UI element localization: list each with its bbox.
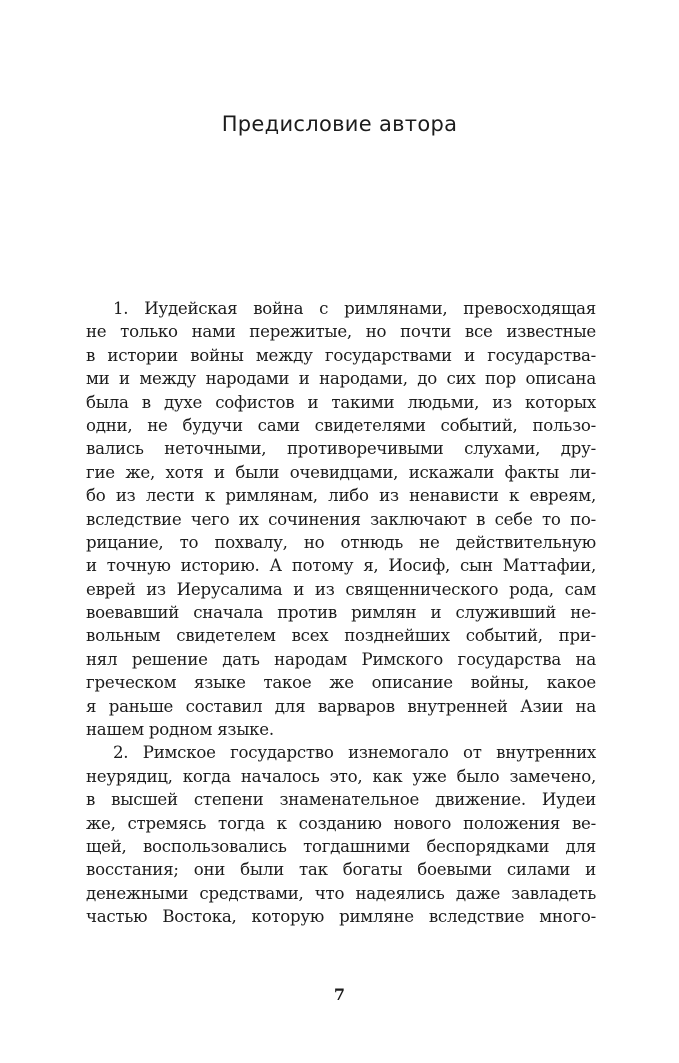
text-line: бо из лести к римлянам, либо из ненависти к евреям, — [86, 486, 596, 506]
text-line: гие же, хотя и были очевидцами, искажали факты ли- — [86, 462, 596, 482]
text-line: одни, не будучи сами свидетелями событий, пользо- — [86, 415, 596, 435]
text-line: вались неточными, противоречивыми слухами, дру- — [86, 439, 596, 459]
chapter-title: Предисловие автора — [221, 112, 458, 136]
text-line: не только нами пережитые, но почти все известные — [86, 322, 596, 342]
text-line: нял решение дать народам Римского государства на — [86, 649, 596, 669]
body-text — [86, 297, 596, 929]
text-line: в истории войны между государствами и государства- — [86, 345, 596, 365]
page-number: 7 — [333, 985, 346, 1004]
text-line: рицание, то похвалу, но отнюдь не действительную — [86, 532, 596, 552]
text-line: щей, воспользовались тогдашними беспорядками для — [86, 836, 596, 856]
paragraph-1 — [86, 297, 596, 741]
text-line: была в духе софистов и такими людьми, из которых — [86, 392, 596, 412]
text-line: денежными средствами, что надеялись даже завладеть — [86, 883, 596, 903]
text-line: ми и между народами и народами, до сих пор описана — [86, 369, 596, 389]
text-line: же, стремясь тогда к созданию нового положения ве- — [86, 813, 596, 833]
text-line: частью Востока, которую римляне вследствие много- — [86, 907, 596, 927]
text-line: воевавший сначала против римлян и служивший не- — [86, 603, 596, 623]
text-line: 1. Иудейская война с римлянами, превосходящая — [113, 299, 596, 318]
text-line: и точную историю. А потому я, Иосиф, сын Маттафии, — [86, 556, 596, 576]
text-line: вследствие чего их сочинения заключают в себе то по- — [86, 509, 596, 529]
text-line: восстания; они были так богаты боевыми силами и — [86, 860, 596, 880]
text-line: нашем родном языке. — [86, 720, 274, 740]
text-line: вольным свидетелем всех позднейших событий, при- — [86, 626, 596, 646]
text-line: греческом языке такое же описание войны, какое — [86, 673, 596, 693]
paragraph-2 — [86, 741, 596, 928]
text-line: еврей из Иерусалима и из священнического рода, сам — [86, 579, 596, 599]
text-line: 2. Римское государство изнемогало от внутренних — [113, 743, 596, 763]
text-line: в высшей степени знаменательное движение. Иудеи — [86, 790, 596, 810]
text-line: я раньше составил для варваров внутренней Азии на — [86, 696, 596, 716]
text-line: неурядиц, когда началось это, как уже было замечено, — [86, 766, 596, 786]
